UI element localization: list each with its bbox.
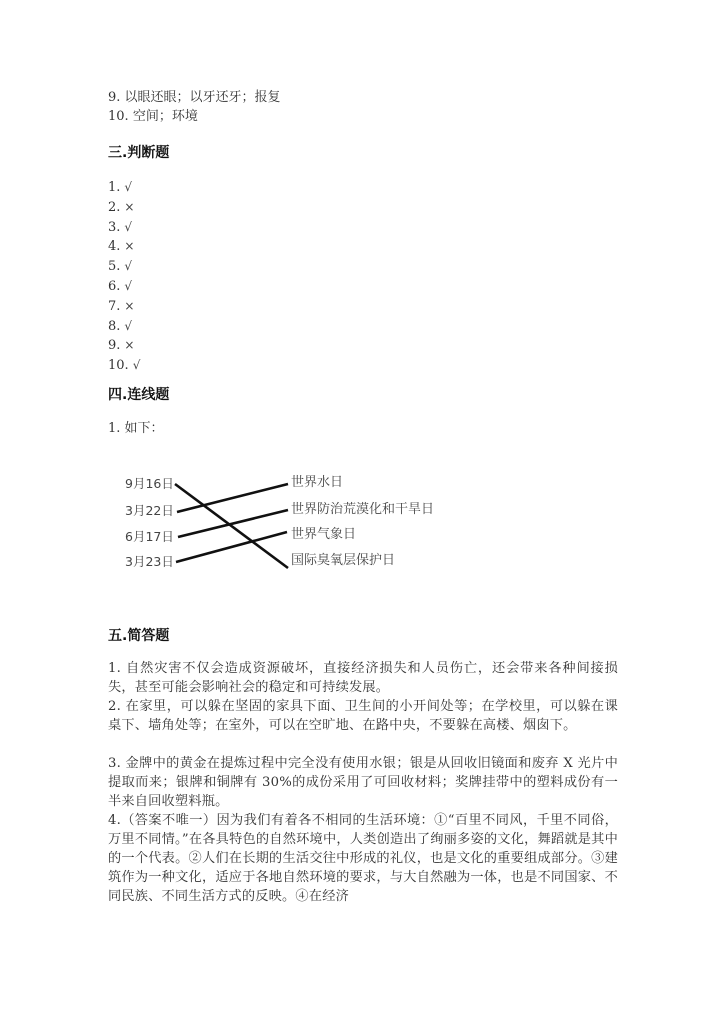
date-label: 9月16日 [125,476,174,491]
cross-icon: × [124,338,135,353]
day-name-label: 世界气象日 [291,527,357,542]
answer-number: 9. [108,90,121,105]
answer-text: 以眼还眼；以牙还牙；报复 [124,90,281,105]
connector-line [178,510,288,537]
list-item [108,237,140,257]
cross-icon: × [124,298,135,313]
check-icon: √ [124,278,133,293]
item-number: 7. [108,298,121,314]
day-name-label: 世界防治荒漠化和干旱日 [291,502,435,517]
list-item [108,218,140,238]
cross-icon: × [124,239,135,254]
list-item [108,198,140,218]
list-item [108,336,140,356]
section-title-short-answer: 五.简答题 [108,628,170,644]
check-icon: √ [124,219,133,234]
list-item [108,297,140,317]
item-number: 8. [108,318,121,334]
date-label: 3月22日 [125,503,174,518]
section-title-matching: 四.连线题 [108,387,170,403]
list-item [108,317,140,337]
item-number: 5. [108,259,121,275]
connector-line [175,484,288,568]
fill-in-answer-9 [108,88,281,107]
answer-text: 空间；环境 [132,109,198,124]
list-item [108,356,140,376]
date-label: 3月23日 [125,554,174,569]
date-label: 6月17日 [125,529,174,544]
item-number: 6. [108,278,121,294]
item-number: 3. [108,219,121,235]
day-name-label: 世界水日 [291,475,344,490]
short-answer-1: 1. 自然灾害不仅会造成资源破坏，直接经济损失和人员伤亡，还会带来各种间接损失，甚至可能会影响社会的稳定和可持续发展。 [108,661,618,695]
connector-line [176,532,287,562]
check-icon: √ [124,318,133,333]
item-number: 2. [108,199,121,215]
short-answer-2: 2. 在家里，可以躲在坚固的家具下面、卫生间的小开间处等；在学校里，可以躲在课桌下、墙角处等；在室外，可以在空旷地、在路中央，不要躲在高楼、烟囱下。 [108,699,618,733]
item-number: 10. [108,358,129,374]
cross-icon: × [124,199,135,214]
answer-number: 10. [108,109,129,124]
list-item [108,277,140,297]
day-name-label: 国际臭氧层保护日 [291,553,396,568]
matching-diagram [110,470,470,580]
short-answer-3: 3. 金牌中的黄金在提炼过程中完全没有使用水银；银是从回收旧镜面和废弃 X 光片中提取而来；银牌和铜牌有 30%的成份采用了可回收材料；奖牌挂带中的塑料成份有一半来自回收塑料瓶。 [108,756,618,809]
item-number: 9. [108,338,121,354]
check-icon: √ [124,259,133,274]
check-icon: √ [124,180,133,194]
short-answer-4: 4.（答案不唯一）因为我们有着各不相同的生活环境：①“百里不同风，千里不同俗，万里不同情。”在各具特色的自然环境中，人类创造出了绚丽多姿的文化，舞蹈就是其中的一个代表。②人们在长期的生活交往中形成的礼仪，也是文化的重要组成部分。③建筑作为一种文化，适应于各地自然环境的要求，与大自然融为一体，也是不同国家、不同民族、不同生活方式的反映。④在经济 [108,813,618,904]
check-icon: √ [132,358,141,373]
fill-in-answer-10 [108,107,198,126]
list-item [108,257,140,277]
true-false-answer-list [108,178,140,376]
item-number: 4. [108,239,121,255]
matching-item-label: 1. 如下： [108,421,164,436]
list-item [108,178,140,198]
item-number: 1. [108,180,121,195]
section-title-true-false: 三.判断题 [108,145,170,161]
